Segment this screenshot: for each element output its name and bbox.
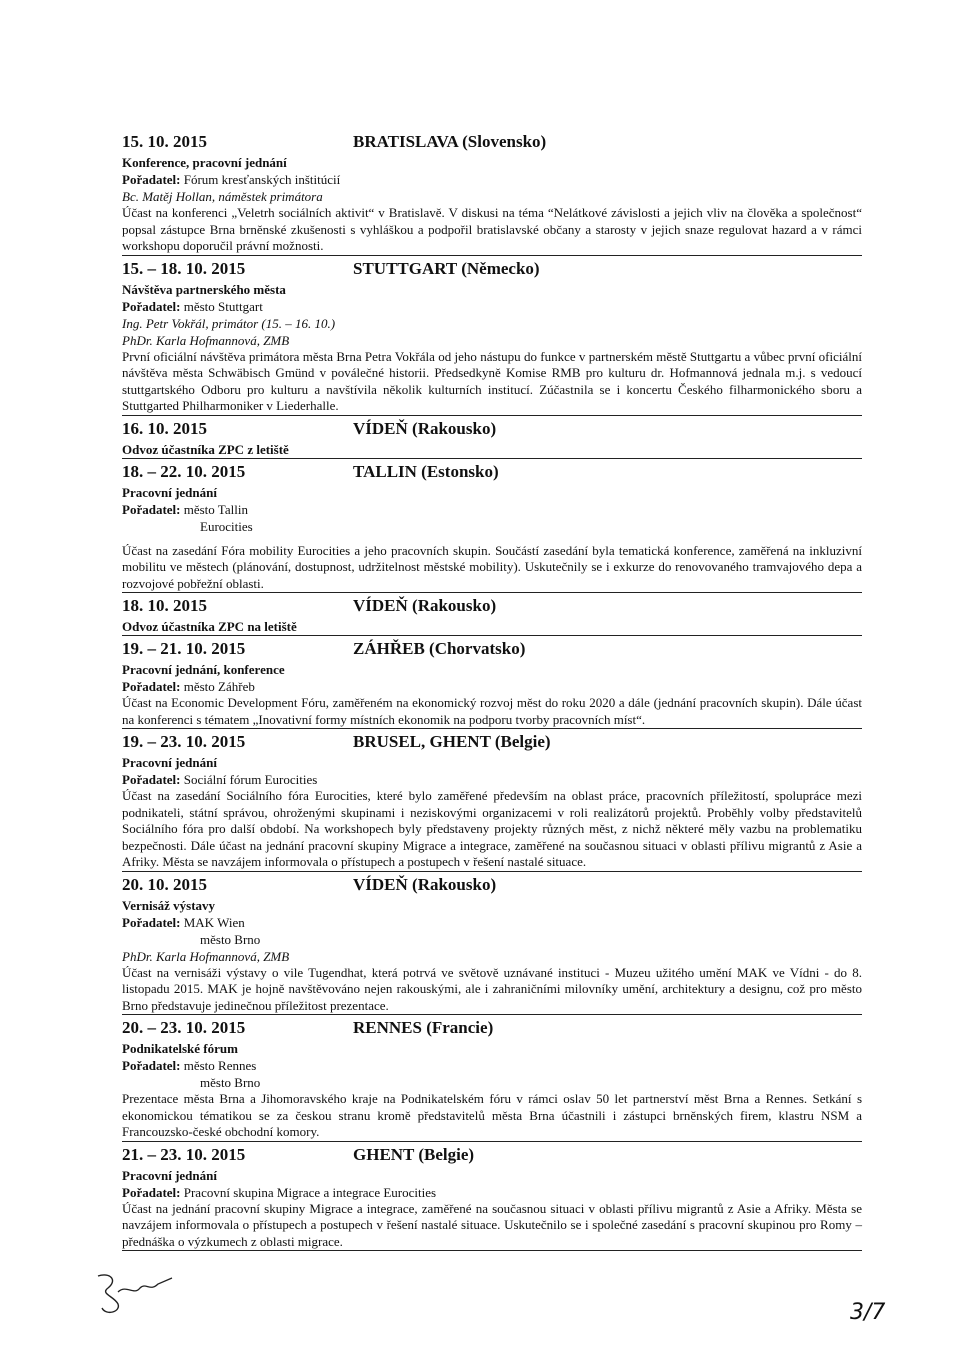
page-number: 3/7 <box>850 1300 886 1325</box>
entry-date: 16. 10. 2015 <box>122 418 207 438</box>
entry-place: STUTTGART (Německo) <box>353 258 540 278</box>
entry-type: Vernisáž výstavy <box>122 897 216 913</box>
entry-bratislava <box>122 129 862 256</box>
entry-header <box>122 459 862 484</box>
entry-organizer <box>122 914 862 931</box>
entry-person: Ing. Petr Vokřál, primátor (15. – 16. 10.) <box>122 315 336 331</box>
organizer-extra: Eurocities <box>200 518 253 534</box>
entry-viden-3 <box>122 872 862 1016</box>
entry-place: GHENT (Belgie) <box>353 1144 475 1164</box>
entry-date: 19. – 21. 10. 2015 <box>122 639 246 658</box>
organizer-value: město Rennes <box>183 1058 257 1073</box>
entry-header <box>122 593 862 618</box>
entry-type: Pracovní jednání <box>122 755 217 770</box>
entry-header <box>122 256 862 281</box>
entry-type: Odvoz účastníka ZPC z letiště <box>122 441 289 457</box>
entry-date: 20. – 23. 10. 2015 <box>122 1018 246 1037</box>
entry-organizer <box>122 1057 862 1074</box>
entry-text: První oficiální návštěva primátora města Brna Petra Vokřála od jeho nástupu do funkce v partnerském městě Stuttgartu a vůbec první oficiální návštěva města Schwäbisch Gmünd v poválečné historii. Předsedkyně Komise RMB pro kulturu dr. Hofmannová jednala m.j. s vedoucí stuttgartského Odboru pro kulturu a navštívila několik kulturních institucí. Zúčastnila se i koncertu Českého filharmonického sboru a Stuttgarted Philharmoniker v Liederhalle. <box>122 348 862 413</box>
organizer-label: Pořadatel: <box>122 914 181 930</box>
organizer-label: Pořadatel: <box>122 679 181 694</box>
organizer-value: město Tallin <box>183 501 248 517</box>
entry-header <box>122 729 862 754</box>
entry-organizer <box>122 298 862 315</box>
entry-date: 18. – 22. 10. 2015 <box>122 461 246 481</box>
entry-organizer <box>122 678 862 695</box>
organizer-extra: město Brno <box>200 1075 261 1090</box>
entry-date: 15. 10. 2015 <box>122 132 207 151</box>
entry-rennes <box>122 1015 862 1142</box>
organizer-value: Fórum kresťanských inštitúcií <box>183 172 341 187</box>
entry-header <box>122 1015 862 1040</box>
entry-stuttgart <box>122 256 862 416</box>
organizer-value: Pracovní skupina Migrace a integrace Eurocities <box>183 1184 437 1200</box>
entry-type: Konference, pracovní jednání <box>122 155 287 170</box>
entry-brusel-ghent <box>122 729 862 872</box>
entry-date: 21. – 23. 10. 2015 <box>122 1144 246 1164</box>
organizer-value: Sociální fórum Eurocities <box>183 772 318 787</box>
entry-header <box>122 636 862 661</box>
entry-tallin <box>122 459 862 594</box>
entry-type: Návštěva partnerského města <box>122 281 286 297</box>
entry-zahreb <box>122 636 862 729</box>
entry-text: Účast na vernisáži výstavy o vile Tugendhat, která potrvá ve světově uznávané instituci - Muzeu užitého umění MAK ve Vídni - do 8. listopadu 2015. MAK je hojně navštěvováno nejen rakouskými, ale i zahraničními milovníky umění, architektury a designu, což pro město Brno představuje jedinečnou příležitost prezentace. <box>122 964 862 1013</box>
organizer-label: Pořadatel: <box>122 501 181 517</box>
entry-text: Účast na Economic Development Fóru, zaměřeném na ekonomický rozvoj měst do roku 2020 a dále (jednání pracovních skupin). Dále účast na konferenci s tématem „Inovativní formy místních ekonomik na podporu tvorby pracovních míst“. <box>122 695 862 727</box>
entry-organizer <box>122 171 862 188</box>
organizer-label: Pořadatel: <box>122 298 181 314</box>
entry-viden-1 <box>122 416 862 459</box>
entry-date: 15. – 18. 10. 2015 <box>122 258 246 278</box>
organizer-label: Pořadatel: <box>122 172 181 187</box>
entry-organizer <box>122 501 862 518</box>
entry-type: Pracovní jednání, konference <box>122 662 285 677</box>
entry-viden-2 <box>122 593 862 636</box>
entry-place: RENNES (Francie) <box>353 1018 494 1037</box>
entry-text: Účast na konferenci „Veletrh sociálních aktivit“ v Bratislavě. V diskusi na téma “Nelátkové závislosti a jejich vliv na člověka a společnost“ popsal zástupce Brna brněnské zkušenosti s vyhláškou a podpořil bratislavské občany a starosty v jejich snaze regulovat hazard a v rámci workshopu doporučil právní možnosti. <box>122 205 862 253</box>
entry-person: Bc. Matěj Hollan, náměstek primátora <box>122 189 323 204</box>
entry-organizer <box>122 771 862 788</box>
entry-place: BRATISLAVA (Slovensko) <box>353 132 547 151</box>
entry-date: 19. – 23. 10. 2015 <box>122 732 246 751</box>
entry-place: VÍDEŇ (Rakousko) <box>353 874 497 894</box>
document-body <box>122 129 862 1251</box>
organizer-label: Pořadatel: <box>122 772 181 787</box>
entry-ghent <box>122 1142 862 1252</box>
entry-text: Účast na jednání pracovní skupiny Migrace a integrace, zaměřené na současnou situaci v oblasti přílivu migrantů z Asie a Afriky. Města se navzájem informovala o přístupech a postupech v řešení nastalé situace. Uskutečnilo se i společné zasedání s pracovní skupinou pro Romy – přednáška o výzkumech z oblasti migrace. <box>122 1200 862 1249</box>
entry-person: PhDr. Karla Hofmannová, ZMB <box>122 332 290 348</box>
organizer-value: MAK Wien <box>183 914 245 930</box>
entry-header <box>122 872 862 897</box>
entry-header <box>122 416 862 441</box>
entry-place: BRUSEL, GHENT (Belgie) <box>353 732 551 751</box>
entry-text: Účast na zasedání Sociálního fóra Eurocities, které bylo zaměřené především na oblast práce, pracovních příležitostí, spolupráce mezi podnikateli, státní správou, ohroženými skupinami i neziskovými organizacemi v roli realizátorů projektů. Proběhly volby představitelů Sociálního fóra pro další období. Na workshopech byly představeny projekty různých měst, z nichž některé měly vazbu na problematiku bezpečnosti. Dále účast na jednání pracovní skupiny Migrace a integrace, zaměřené na současnou situaci v oblasti přílivu migrantů z Asie a Afriky. Města se navzájem informovala o přístupech a postupech v řešení nastalé situace. <box>122 788 862 869</box>
entry-place: ZÁHŘEB (Chorvatsko) <box>353 639 526 658</box>
entry-organizer <box>122 1184 862 1201</box>
organizer-label: Pořadatel: <box>122 1184 181 1200</box>
entry-text: Prezentace města Brna a Jihomoravského kraje na Podnikatelském fóru v rámci oslav 50 let partnerství měst Brna a Rennes. Setkání s ekonomickou tématikou se za českou stranu kromě představitelů města Brna účastnili i zástupci brněnských firem, klastru NSM a Francouzsko-české obchodní komory. <box>122 1091 862 1139</box>
organizer-extra: město Brno <box>200 931 261 947</box>
entry-place: VÍDEŇ (Rakousko) <box>353 596 497 615</box>
entry-date: 20. 10. 2015 <box>122 874 207 894</box>
entry-place: TALLIN (Estonsko) <box>353 461 499 481</box>
entry-place: VÍDEŇ (Rakousko) <box>353 418 497 438</box>
organizer-label: Pořadatel: <box>122 1058 181 1073</box>
handwritten-signature <box>88 1266 178 1316</box>
entry-header <box>122 129 862 154</box>
entry-date: 18. 10. 2015 <box>122 596 207 615</box>
entry-type: Pracovní jednání <box>122 1167 217 1183</box>
entry-person: PhDr. Karla Hofmannová, ZMB <box>122 948 290 964</box>
entry-type: Podnikatelské fórum <box>122 1041 238 1056</box>
entry-text: Účast na zasedání Fóra mobility Eurocities a jeho pracovních skupin. Součástí zasedání byla tematická konference, zaměřená na inkluzivní mobilitu ve městech (plánování, dostupnost, udržitelnost městské mobility). Uskutečnily se i exkurze do renovovaného tramvajového depa a rozvojové pobřežní oblasti. <box>122 542 862 591</box>
entry-type: Pracovní jednání <box>122 484 217 500</box>
entry-header <box>122 1142 862 1167</box>
entry-type: Odvoz účastníka ZPC na letiště <box>122 619 297 634</box>
organizer-value: město Stuttgart <box>183 298 263 314</box>
organizer-value: město Záhřeb <box>183 679 255 694</box>
